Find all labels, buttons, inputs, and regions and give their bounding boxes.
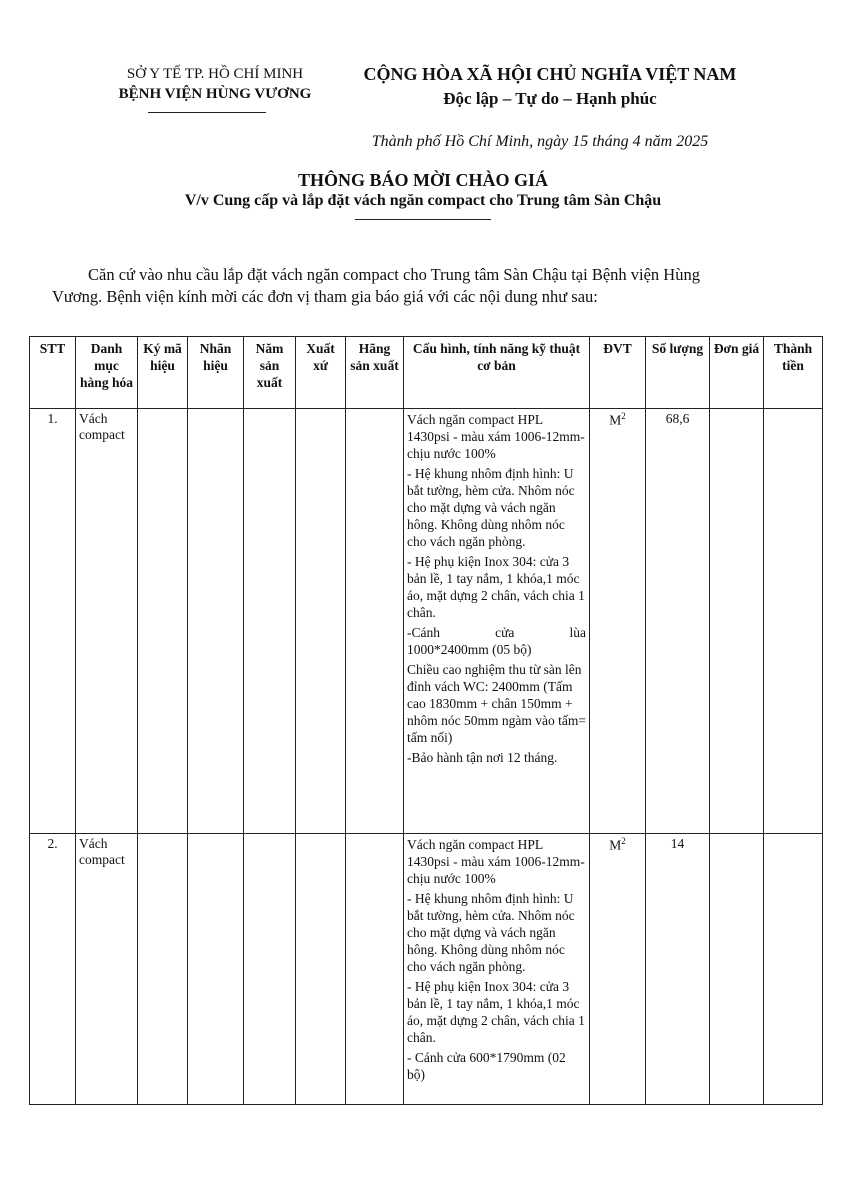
intro-paragraph-line2: Vương. Bệnh viện kính mời các đơn vị tham gia báo giá với các nội dung như sau: [52,287,598,306]
unit-text: M [609,837,622,853]
row-unit [590,409,646,834]
row-unit-price [710,409,764,834]
spec-line: - Cánh cửa 600*1790mm (02 bộ) [407,1050,566,1082]
quotation-table [29,336,823,1105]
document-title: THÔNG BÁO MỜI CHÀO GIÁ [297,170,548,190]
title-underline [355,219,491,220]
row-spec [404,834,590,1105]
row-stt: 1. [30,409,76,834]
issuing-hospital: BỆNH VIỆN HÙNG VƯƠNG [118,86,312,102]
row-spec [404,409,590,834]
row-brand [188,409,244,834]
header-model-code: Ký mã hiệu [138,337,188,409]
header-underline-left [148,112,266,113]
row-amount [764,409,823,834]
unit-text: M [609,412,622,428]
row-brand [188,834,244,1105]
spec-line: Chiều cao nghiệm thu từ sàn lên đỉnh vách WC: 2400mm (Tấm cao 1830mm + chân 150mm + nhôm nóc 50mm ngàm vào tấm= tấm nối) [407,662,586,745]
row-quantity: 14 [646,834,710,1105]
row-quantity: 68,6 [646,409,710,834]
row-year [244,409,296,834]
spec-line: Vách ngăn compact HPL 1430psi - màu xám 1006-12mm- chịu nước 100% [407,837,585,886]
row-item: Vách compact [76,834,138,1105]
national-motto: Độc lập – Tự do – Hạnh phúc [443,89,657,108]
header-manufacturer: Hãng sản xuất [346,337,404,409]
row-model-code [138,834,188,1105]
row-unit-price [710,834,764,1105]
document-subtitle: V/v Cung cấp và lắp đặt vách ngăn compact cho Trung tâm Sàn Chậu [184,192,662,209]
header-year: Năm sản xuất [244,337,296,409]
header-amount: Thành tiền [764,337,823,409]
header-quantity: Số lượng [646,337,710,409]
spec-line: - Hệ khung nhôm định hình: U bắt tường, hèm cửa. Nhôm nóc cho mặt dựng và vách ngăn hông. Không dùng nhôm nóc cho vách ngăn phòng. [407,891,575,974]
table-row [30,409,823,834]
unit-superscript: 2 [621,411,626,421]
unit-superscript: 2 [621,836,626,846]
row-year [244,834,296,1105]
issuing-department: SỞ Y TẾ TP. HỒ CHÍ MINH [126,66,304,82]
header-origin: Xuất xứ [296,337,346,409]
row-item: Vách compact [76,409,138,834]
row-manufacturer [346,834,404,1105]
national-title: CỘNG HÒA XÃ HỘI CHỦ NGHĨA VIỆT NAM [363,64,737,84]
spec-line: -Cánh cửa lùa [407,625,586,640]
row-manufacturer [346,409,404,834]
table-header-row [30,337,823,409]
intro-paragraph-line1: Căn cứ vào nhu cầu lắp đặt vách ngăn compact cho Trung tâm Sàn Chậu tại Bệnh viện Hùng [88,265,700,284]
row-origin [296,409,346,834]
spec-line: - Hệ khung nhôm định hình: U bắt tường, hèm cửa. Nhôm nóc cho mặt dựng và vách ngăn hông. Không dùng nhôm nóc cho vách ngăn phòng. [407,466,575,549]
header-item: Danh mục hàng hóa [76,337,138,409]
document-date: Thành phố Hồ Chí Minh, ngày 15 tháng 4 năm 2025 [371,133,709,150]
spec-line: - Hệ phụ kiện Inox 304: cửa 3 bản lề, 1 tay nắm, 1 khóa,1 móc áo, mặt dựng 2 chân, vách chia 1 chân. [407,554,585,620]
row-unit [590,834,646,1105]
row-stt: 2. [30,834,76,1105]
header-stt: STT [30,337,76,409]
spec-line: 1000*2400mm (05 bộ) [407,642,532,657]
header-spec: Cấu hình, tính năng kỹ thuật cơ bản [404,337,590,409]
row-model-code [138,409,188,834]
header-brand: Nhãn hiệu [188,337,244,409]
spec-line: Vách ngăn compact HPL 1430psi - màu xám 1006-12mm- chịu nước 100% [407,412,585,461]
table-row [30,834,823,1105]
row-origin [296,834,346,1105]
spec-line: -Bảo hành tận nơi 12 tháng. [407,750,558,765]
header-unit: ĐVT [590,337,646,409]
header-unit-price: Đơn giá [710,337,764,409]
row-amount [764,834,823,1105]
spec-line: - Hệ phụ kiện Inox 304: cửa 3 bản lề, 1 tay nắm, 1 khóa,1 móc áo, mặt dựng 2 chân, vách chia 1 chân. [407,979,585,1045]
